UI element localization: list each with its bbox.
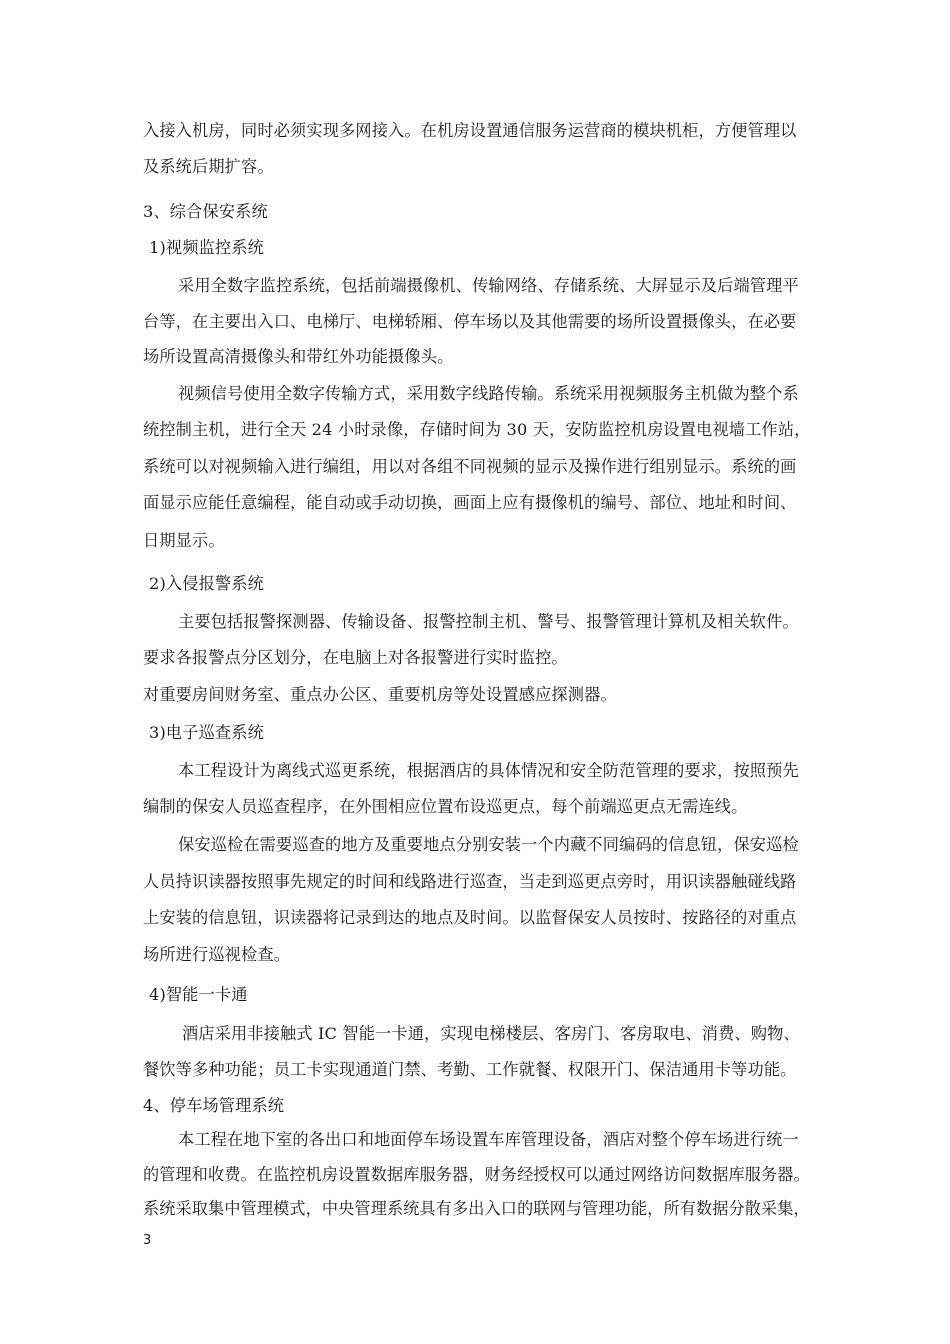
body-text-line: 及系统后期扩容。 — [143, 157, 274, 176]
body-text-line: 统控制主机，进行全天 24 小时录像，存储时间为 30 天，安防监控机房设置电视墙工作站， — [143, 420, 811, 439]
body-text-line: 场所设置高清摄像头和带红外功能摄像头。 — [143, 347, 454, 366]
body-text-line: 系统采取集中管理模式，中央管理系统具有多出入口的联网与管理功能，所有数据分散采集， — [143, 1199, 810, 1218]
subsection-heading: 3)电子巡查系统 — [149, 723, 264, 742]
body-text-line: 的管理和收费。在监控机房设置数据库服务器，财务经授权可以通过网络访问数据库服务器。 — [143, 1165, 810, 1184]
subsection-heading: 4)智能一卡通 — [149, 985, 248, 1004]
subsection-heading: 2)入侵报警系统 — [149, 574, 264, 593]
body-text-line: 保安巡检在需要巡查的地方及重要地点分别安装一个内藏不同编码的信息钮，保安巡检 — [178, 835, 799, 854]
body-text-line: 对重要房间财务室、重点办公区、重要机房等处设置感应探测器。 — [143, 685, 617, 704]
body-text-line: 系统可以对视频输入进行编组，用以对各组不同视频的显示及操作进行组别显示。系统的画 — [143, 457, 797, 476]
body-text-line: 人员持识读器按照事先规定的时间和线路进行巡查，当走到巡更点旁时，用识读器触碰线路 — [143, 872, 797, 891]
body-text-line: 本工程在地下室的各出口和地面停车场设置车库管理设备，酒店对整个停车场进行统一 — [178, 1130, 799, 1149]
body-text-line: 要求各报警点分区划分，在电脑上对各报警进行实时监控。 — [143, 648, 568, 667]
body-text-line: 主要包括报警探测器、传输设备、报警控制主机、警号、报警管理计算机及相关软件。 — [178, 612, 799, 631]
body-text-line: 台等，在主要出入口、电梯厅、电梯轿厢、停车场以及其他需要的场所设置摄像头，在必要 — [143, 312, 797, 331]
body-text-line: 酒店采用非接触式 IC 智能一卡通，实现电梯楼层、客房门、客房取电、消费、购物、 — [182, 1024, 800, 1043]
body-text-line: 本工程设计为离线式巡更系统，根据酒店的具体情况和安全防范管理的要求，按照预先 — [178, 761, 799, 780]
section-heading: 4、停车场管理系统 — [143, 1096, 285, 1115]
subsection-heading: 1)视频监控系统 — [149, 238, 264, 257]
body-text-line: 餐饮等多种功能；员工卡实现通道门禁、考勤、工作就餐、权限开门、保洁通用卡等功能。 — [143, 1060, 797, 1079]
body-text-line: 视频信号使用全数字传输方式，采用数字线路传输。系统采用视频服务主机做为整个系 — [178, 384, 799, 403]
section-heading: 3、综合保安系统 — [143, 202, 268, 221]
body-text-line: 入接入机房，同时必须实现多网接入。在机房设置通信服务运营商的模块机柜，方便管理以 — [143, 121, 797, 140]
body-text-line: 日期显示。 — [143, 531, 225, 550]
body-text-line: 面显示应能任意编程，能自动或手动切换，画面上应有摄像机的编号、部位、地址和时间、 — [143, 493, 797, 512]
page-number: 3 — [143, 1233, 152, 1248]
body-text-line: 采用全数字监控系统，包括前端摄像机、传输网络、存储系统、大屏显示及后端管理平 — [178, 276, 799, 295]
body-text-line: 上安装的信息钮，识读器将记录到达的地点及时间。以监督保安人员按时、按路径的对重点 — [143, 908, 797, 927]
body-text-line: 场所进行巡视检查。 — [143, 945, 291, 964]
body-text-line: 编制的保安人员巡查程序，在外围相应位置布设巡更点，每个前端巡更点无需连线。 — [143, 797, 748, 816]
